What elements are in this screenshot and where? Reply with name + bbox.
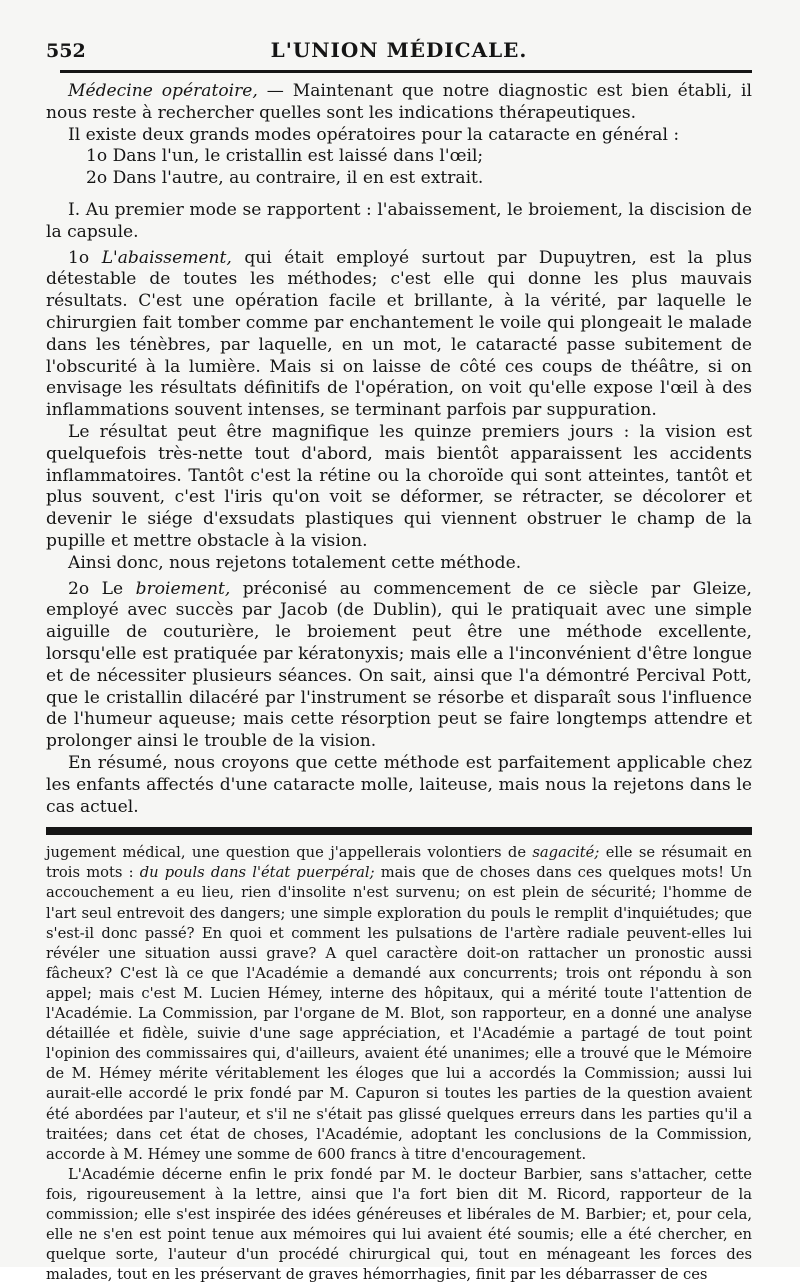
paragraph-operative-medicine	[46, 81, 752, 125]
paragraph-text: — Maintenant que notre diagnostic est bien établi, il nous reste à rechercher quelles sont les indications thérapeutiques.	[46, 81, 752, 123]
paragraph-result: Le résultat peut être magnifique les quinze premiers jours : la vision est quelquefois très-nette tout d'abord, mais bientôt apparaissent les accidents inflammatoires. Tantôt c'est la rétine ou la choroïde qui sont atteintes, tantôt et plus souvent, c'est l'iris qu'on voit se déformer, se rétracter, se décolorer et devenir le siége d'exsudats plastiques qui viennent obstruer le champ de la pupille et mettre obstacle à la vision.	[46, 421, 752, 551]
paragraph-text: qui était employé surtout par Dupuytren, est la plus détestable de toutes les méthodes; c'est elle qui donne les plus mauvais résultats. C'est une opération facile et brillante, à la vérité, par laquelle le chirurgien fait tomber comme par enchantement le voile qui plongeait le malade dans les ténèbres, par laquelle, en un mot, le cataracté passe subitement de l'obscurité à la lumière. Mais si on laisse de côté ces coups de théâtre, si on envisage les résultats définitifs de l'opération, on voit qu'elle expose l'œil à des inflammations souvent intenses, se terminant parfois par suppuration.	[46, 247, 752, 421]
paragraph-text: mais que de choses dans ces quelques mots! Un accouchement a eu lieu, rien d'insolite n'est survenu; on est plein de sécurité; l'homme de l'art seul entrevoit des dangers; une simple exploration du pouls le remplit d'inquiétudes; que s'est-il donc passé? En quoi et comment les pulsations de l'artère radiale peuvent-elles lui révéler une situation aussi grave? A quel caractère doit-on rattacher un pronostic aussi fâcheux? C'est là ce que l'Académie a demandé aux concurrents; trois ont répondu à son appel; mais c'est M. Lucien Hémey, interne des hôpitaux, qui a mérité toute l'attention de l'Académie. La Commission, par l'organe de M. Blot, son rapporteur, en a donné une analyse détaillée et fidèle, suivie d'une sage appréciation, et l'Académie a partagé de tout point l'opinion des commissaires qui, d'ailleurs, avaient été unanimes; elle a trouvé que le Mémoire de M. Hémey mérite véritablement les éloges que lui a accordés la Commission; aussi lui aurait-elle accordé le prix fondé par M. Capuron si toutes les parties de la question avaient été abordées par l'auteur, et s'il ne s'était pas glissé quelques erreurs dans les parties qu'il a traitées; dans cet état de choses, l'Académie, adoptant les conclusions de la Commission, accorde à M. Hémey une somme de 600 francs à titre d'encouragement.	[46, 864, 752, 1163]
paragraph-abaissement	[46, 248, 752, 422]
section-heading-first-mode: I. Au premier mode se rapportent : l'abaissement, le broiement, la discision de la capsule.	[46, 199, 752, 242]
paragraph-prefix: 1o	[68, 247, 102, 268]
paragraph-prefix: 2o Le	[68, 578, 136, 599]
paragraph-text: elle se résumait en trois mots :	[46, 844, 752, 882]
header-rule	[60, 70, 752, 73]
page-header	[46, 34, 752, 66]
feuilleton-paragraph-barbier-prize: L'Académie décerne enfin le prix fondé par M. le docteur Barbier, sans s'attacher, cette fois, rigoureusement à la lettre, ainsi que l'a fort bien dit M. Ricord, rapporteur de la commission; elle s'est inspirée des idées généreuses et libérales de M. Barbier; et, pour cela, elle ne s'en est point tenue aux mémoires qui lui avaient été soumis; elle a été chercher, en quelque sorte, l'auteur d'un procédé chirurgical qui, tout en ménageant les forces des malades, tout en les préservant de graves hémorrhagies, finit par les débarrasser de ces	[46, 1165, 752, 1284]
paragraph-text: préconisé au commencement de ce siècle par Gleize, employé avec succès par Jacob (de Dublin), qui le pratiquait avec une simple aiguille de couturière, le broiement peut être une méthode excellente, lorsqu'elle est pratiquée par kératonyxis; mais elle a l'inconvénient d'être longue et de nécessiter plusieurs séances. On sait, ainsi que l'a démontré Percival Pott, que le cristallin dilacéré par l'instrument se résorbe et disparaît sous l'influence de l'humeur aqueuse; mais cette résorption peut se faire longtemps attendre et prolonger ainsi le trouble de la vision.	[46, 578, 752, 752]
paragraph-two-modes: Il existe deux grands modes opératoires pour la cataracte en général :	[68, 124, 680, 145]
list-item-first-mode: 1o Dans l'un, le cristallin est laissé dans l'œil;	[86, 146, 484, 167]
paragraph-broiement	[46, 579, 752, 753]
paragraph-summary: En résumé, nous croyons que cette méthode est parfaitement applicable chez les enfants affectés d'une cataracte molle, laiteuse, mais nous la rejetons dans le cas actuel.	[46, 752, 752, 817]
spacer	[46, 190, 752, 194]
feuilleton-section	[46, 843, 752, 1285]
feuilleton-paragraph-judgement	[46, 843, 752, 1165]
feuilleton-separator	[46, 827, 752, 831]
paragraph-text: jugement médical, une question que j'appellerais volontiers de	[46, 844, 533, 862]
term-italic: L'abaissement,	[101, 247, 232, 268]
section-lead-italic: Médecine opératoire,	[68, 81, 258, 101]
list-item-second-mode: 2o Dans l'autre, au contraire, il en est extrait.	[86, 168, 484, 189]
term-italic: sagacité;	[532, 844, 600, 862]
term-italic: du pouls dans l'état puerpéral;	[139, 864, 375, 882]
page-number: 552	[46, 40, 86, 62]
paragraph-rejection: Ainsi donc, nous rejetons totalement cette méthode.	[68, 552, 522, 573]
main-article	[46, 81, 752, 818]
running-title: L'UNION MÉDICALE.	[270, 38, 528, 62]
term-italic: broiement,	[135, 578, 231, 599]
